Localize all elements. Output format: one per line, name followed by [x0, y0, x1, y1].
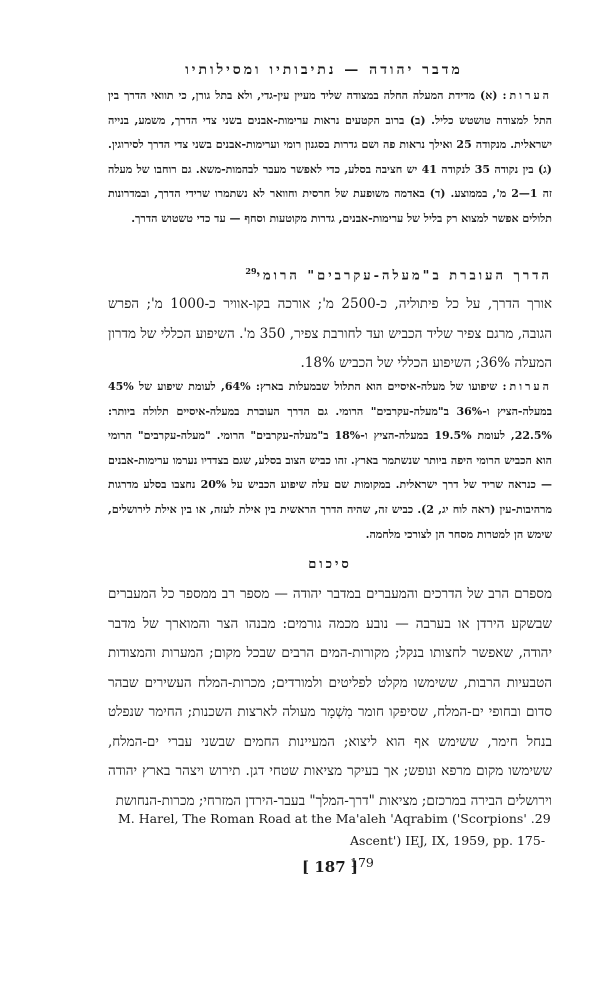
notes-label: הערות:: [502, 380, 552, 393]
section-heading: [108, 266, 552, 283]
footnote-line-1: M. Harel, The Roman Road at the Ma'aleh 'Aqrabim ('Scorpions': [118, 811, 527, 826]
section-heading-text: הדרך העוברת ב"מעלה-עקרבים" הרומי: [256, 268, 552, 284]
notes-label: הערות:: [502, 89, 552, 102]
notes-block-2: [108, 375, 552, 547]
summary-heading: סיכום: [308, 557, 352, 572]
summary-body-text: מספרם הרב של הדרכים והמעברים במדבר יהודה — מספר רב ממספר כל המעברים שבשקע הירדן או בערבה — נובע מכמה גורמים: מבנהו הצר והמוארך של מדבר יהודה, שאפשר לחצותו בנקל; מקורות-המים הרבים שבכל מקום; המערות והמצודות הטבעיות הרבות, ששימשו מקלט לפליטים ולמורדים; מכרות-המלח העשירים שבהר סדום ובחופי ים-המלח, שסיפקו חומר מִשְׁמָר מעולה לארצות השכנות; החימר שנפלט בנחל חימר, ששימש אף הוא ליצוא; המעיינות החמים שבשני עברי ים-המלח, ששימשו מקום מרפא ונופש; אך בעיקר מציאות שטחי דגן. תירוש ויצהר בארץ יהודה וירושלים הבירה במרכזם; מציאות "דרך-המלך" בעבר-הירדן המזרחי; מכרות-הנחושת: [108, 586, 552, 809]
footnote-number: .29: [530, 811, 551, 826]
notes-block-1: [108, 84, 552, 232]
footnote-reference: 29: [245, 266, 257, 276]
section-body-text: אורך הדרך, על כל פיתוליה, כ-2500 מ'; אורכה בקו-אוויר כ-1000 מ'; הפרש הגובה, מרגם צפיר שליד הכביש ועד לחורבת צפיר, 350 מ'. השיפוע הכללי של מדרון המעלה 36%; השיפוע הכללי של הכביש 18%.: [108, 296, 553, 371]
running-head: מדבר יהודה — נתיבותיו ומסילותיו: [185, 62, 463, 78]
notes-text: (א) מדידת המעלה החלה במצודה שליד מעיין עין-גדי, ולא בתל גורן, כי תוואי הדרך בין התל למצודה טושטש כליל. (ב) ברוב הקטעים נראות ערימות-אבנים בשני צדי הדרך, משמע, בנייה ישראלית. מנקודה 25 ואילך נראות פה ושם גדרות בסגנון רומי וערימות-אבנים בשני צדי הדרך לסירוגין. (ג) בין נקודה 35 לנקודה 41 יש חציבה בסלע, כדי לאפשר מעבר לבהמות-משא. גם רוחבו של מעלה זה 1—2 מ', בממוצע. (ד) באדמה משופעת של חרסית וחוואר לא נשתמרו שרידי הדרך, ובמדרונות תלולים אפשר למצוא רק בליל של ערימות-אבנים, גדרות מקוטעות וסחף — עד כדי טשטוש הדרך.: [108, 89, 552, 225]
page-number: [ 187 ]: [302, 858, 358, 876]
notes-text: שיפועו של מעלה-איסיים הוא התלול שבמעלות בארץ: 64%, לעומת שיפוע של 45% במעלה-הציץ ו-36% ב"מעלה-עקרבים" הרומי. גם הדרך העוברת במעלה-איסיים תלולה ביותר: 22.5%, לעומת 19.5% במעלה-הציץ ו-18% ב"מעלה-עקרבים" הרומי. "מעלה-עקרבים" הרומי הוא הכביש הרומי היפה ביותר שנשתמר בארץ. זהו כביש הצוב בסלע, שגם בצדדיו נערמו ערימות-אבנים — כנראה שריד של דרך ישראלית. במקומות שם עלה שיפוע הכביש על 20% נחצבו בסלע מדרגות מרהיבות-עין (ראה לוח יג, 2). כביש זה, שהיה הדרך הראשית בין אילת לעזה, או בין אילת לירושלים, שימש הן למטרות מסחר הן לצורכי מלחמה.: [108, 380, 553, 541]
footnote-line-2: Ascent') IEJ, IX, 1959, pp. 175-179: [350, 833, 546, 870]
